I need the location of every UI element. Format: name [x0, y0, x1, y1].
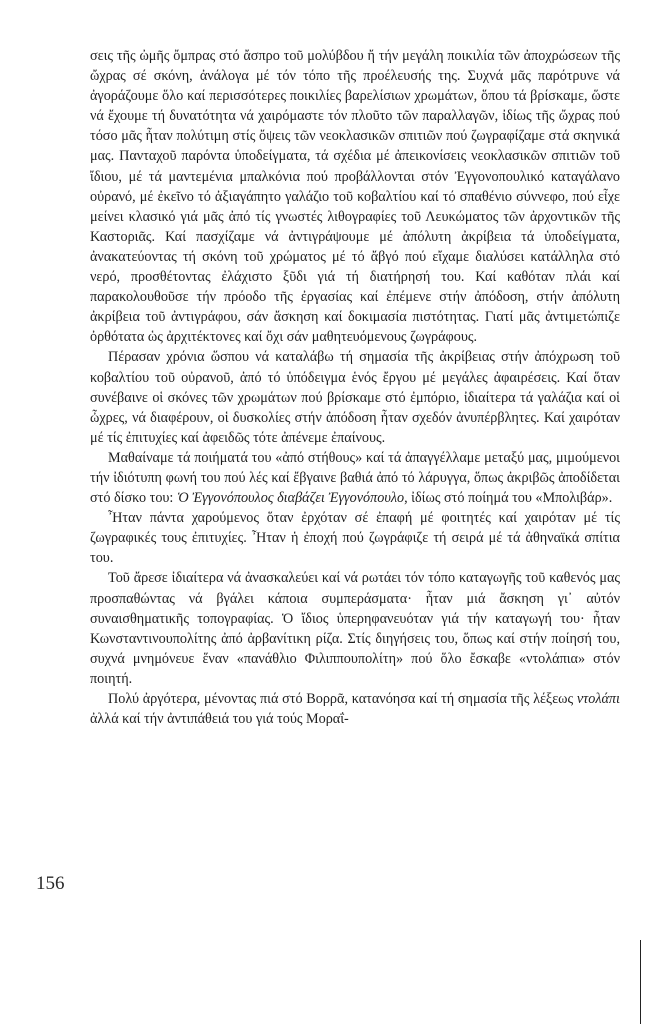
margin-rule	[640, 940, 641, 1024]
paragraph	[90, 568, 620, 689]
text-run: Μαθαίναμε τά ποιήματά του «ἀπό στήθους» καί τά ἀπαγγέλλαμε μεταξύ μας, μιμούμενοι τήν ἰδιότυπη φωνή του πού λές καί ἔβγαινε βαθιά ἀπό τό λάρυγγα, ὅπως ἀκριβῶς ἀποδίδεται στό δίσκο του:	[90, 449, 620, 507]
italic-word: ντολάπι	[576, 691, 620, 707]
paragraph	[90, 448, 620, 508]
body-text	[90, 46, 620, 729]
text-run: Ἦταν πάντα χαρούμενος ὅταν ἐρχόταν σέ ἐπαφή μέ φοιτητές καί χαιρόταν μέ τίς ζωγραφικές τους ἐπιτυχίες. Ἦταν ἡ ἐποχή πού ζωγράφιζε τή σειρά μέ τά ἀθηναϊκά σπίτια του.	[90, 510, 620, 567]
paragraph	[90, 508, 620, 568]
text-run: Τοῦ ἄρεσε ἰδιαίτερα νά ἀνασκαλεύει καί νά ρωτάει τόν τόπο καταγωγῆς τοῦ καθενός μας προσπαθώντας νά βγάλει κάποια συμπεράσματα· ἦταν μιά ἄσκηση γι᾽ αὐτόν συναισθηματικῆς τοπογραφίας. Ὁ ἴδιος ὑπερηφανευόταν γιά τήν καταγωγή του· ἦταν Κωνσταντινουπολίτης ἀπό ἀρβανίτικη ρίζα. Στίς διηγήσεις του, ὅπως καί στήν ποίησή του, συχνά μνημόνευε ἕναν «πανάθλιο Φιλιππουπολίτη» πού ὅλο ἔσκαβε «ντολάπια» στόν ποιητή.	[90, 570, 620, 687]
text-run: σεις τῆς ὠμῆς ὄμπρας στό ἄσπρο τοῦ μολύβδου ἤ τήν μεγάλη ποικιλία τῶν ἀποχρώσεων τῆς ὤχρας σέ σκόνη, ἀνάλογα μέ τόν τόπο τῆς προέλευσής της. Συχνά μᾶς παρότρυνε νά ἀγοράζουμε ὅλο καί περισσότερες ποικιλίες βαρελίσιων χρωμάτων, ὅπου τά βρίσκαμε, ὥστε νά ἔχουμε τή δυνατότητα νά χαιρόμαστε τόν πλοῦτο τῶν παραλλαγῶν, ἰδίως τῆς ὤχρας πού τόσο μᾶς ἦταν πολύτιμη στίς ὄψεις τῶν νεοκλασικῶν σπιτιῶν πού ζωγραφίζαμε στά σκηνικά μας. Πανταχοῦ παρόντα ὑποδείγματα, τά σχέδια μέ ἀπεικονίσεις νεοκλασικῶν σπιτιῶν τοῦ ἴδιου, μέ τά μαντεμένια μπαλκόνια πού προβάλλονται στόν Ἐγγονοπουλικό καταγάλανο οὐρανό, μέ ἐκεῖνο τό ἀξιαγάπητο γαλάζιο τοῦ κοβαλτίου καί τό σπαθένιο σύννεφο, πού εἶχε μείνει κλασικό γιά μᾶς ἀπό τίς γνωστές λιθογραφίες τοῦ Λευκώματος τῶν ἀρχοντικῶν τῆς Καστοριᾶς. Καί πασχίζαμε νά ἀντιγράψουμε μέ ἀπόλυτη ἀκρίβεια τά ὑποδείγματα, ἀνακατεύοντας τή σκόνη τοῦ χρώματος μέ τό ἄβγό πού εἴχαμε διαλύσει κατάλληλα στό νερό, προσθέτοντας ἐλάχιστο ξῦδι γιά τή διατήρησή του. Καί καθόταν πλάι καί παρακολουθοῦσε τήν πρόοδο τῆς ἐργασίας καί ἐπέμενε στήν ἀπόδοση, στήν ἀπόλυτη ἀκρίβεια τοῦ ἀντιγράφου, σάν ἄσκηση καί δοκιμασία πιστότητας. Γιατί μᾶς ἀντιμετώπιζε ὀρθότατα ὡς ἀρχιτέκτονες καί ὄχι σάν μαθητευόμενους ζωγράφους.	[90, 48, 620, 346]
paragraph	[90, 689, 620, 729]
record-title: Ὁ Ἐγγονόπουλος διαβάζει Ἐγγονόπουλο	[176, 490, 405, 507]
text-run: , ἰδίως στό ποίημά του «Μπολιβάρ».	[404, 490, 613, 507]
text-run: Πέρασαν χρόνια ὥσπου νά καταλάβω τή σημασία τῆς ἀκρίβειας στήν ἀπόχρωση τοῦ κοβαλτίου τοῦ οὐρανοῦ, ἀπό τό ὑπόδειγμα ἑνός ἔργου μέ μεγάλες ἀφαιρέσεις. Καί ὅταν συνέβαινε οἱ σκόνες τῶν χρωμάτων πού βρίσκαμε στό ἐμπόριο, ἰδιαίτερα τά γαλάζια καί οἱ ὦχρες, νά διαφέρουν, οἱ δυσκολίες στήν ἀπόδοση ἦταν σχεδόν ἀνυπέρβλητες. Καί χαιρόταν μέ τίς ἐπιτυχίες καί ἀφειδῶς τότε ἀπένεμε ἐπαίνους.	[90, 349, 620, 446]
paragraph	[90, 347, 620, 447]
text-run: ἀλλά καί τήν ἀντιπάθειά του γιά τούς Μοραΐ-	[90, 711, 349, 728]
page-number: 156	[36, 873, 65, 894]
paragraph	[90, 46, 620, 347]
text-run: Πολύ ἀργότερα, μένοντας πιά στό Βορρᾶ, κατανόησα καί τή σημασία τῆς λέξεως	[108, 691, 577, 707]
